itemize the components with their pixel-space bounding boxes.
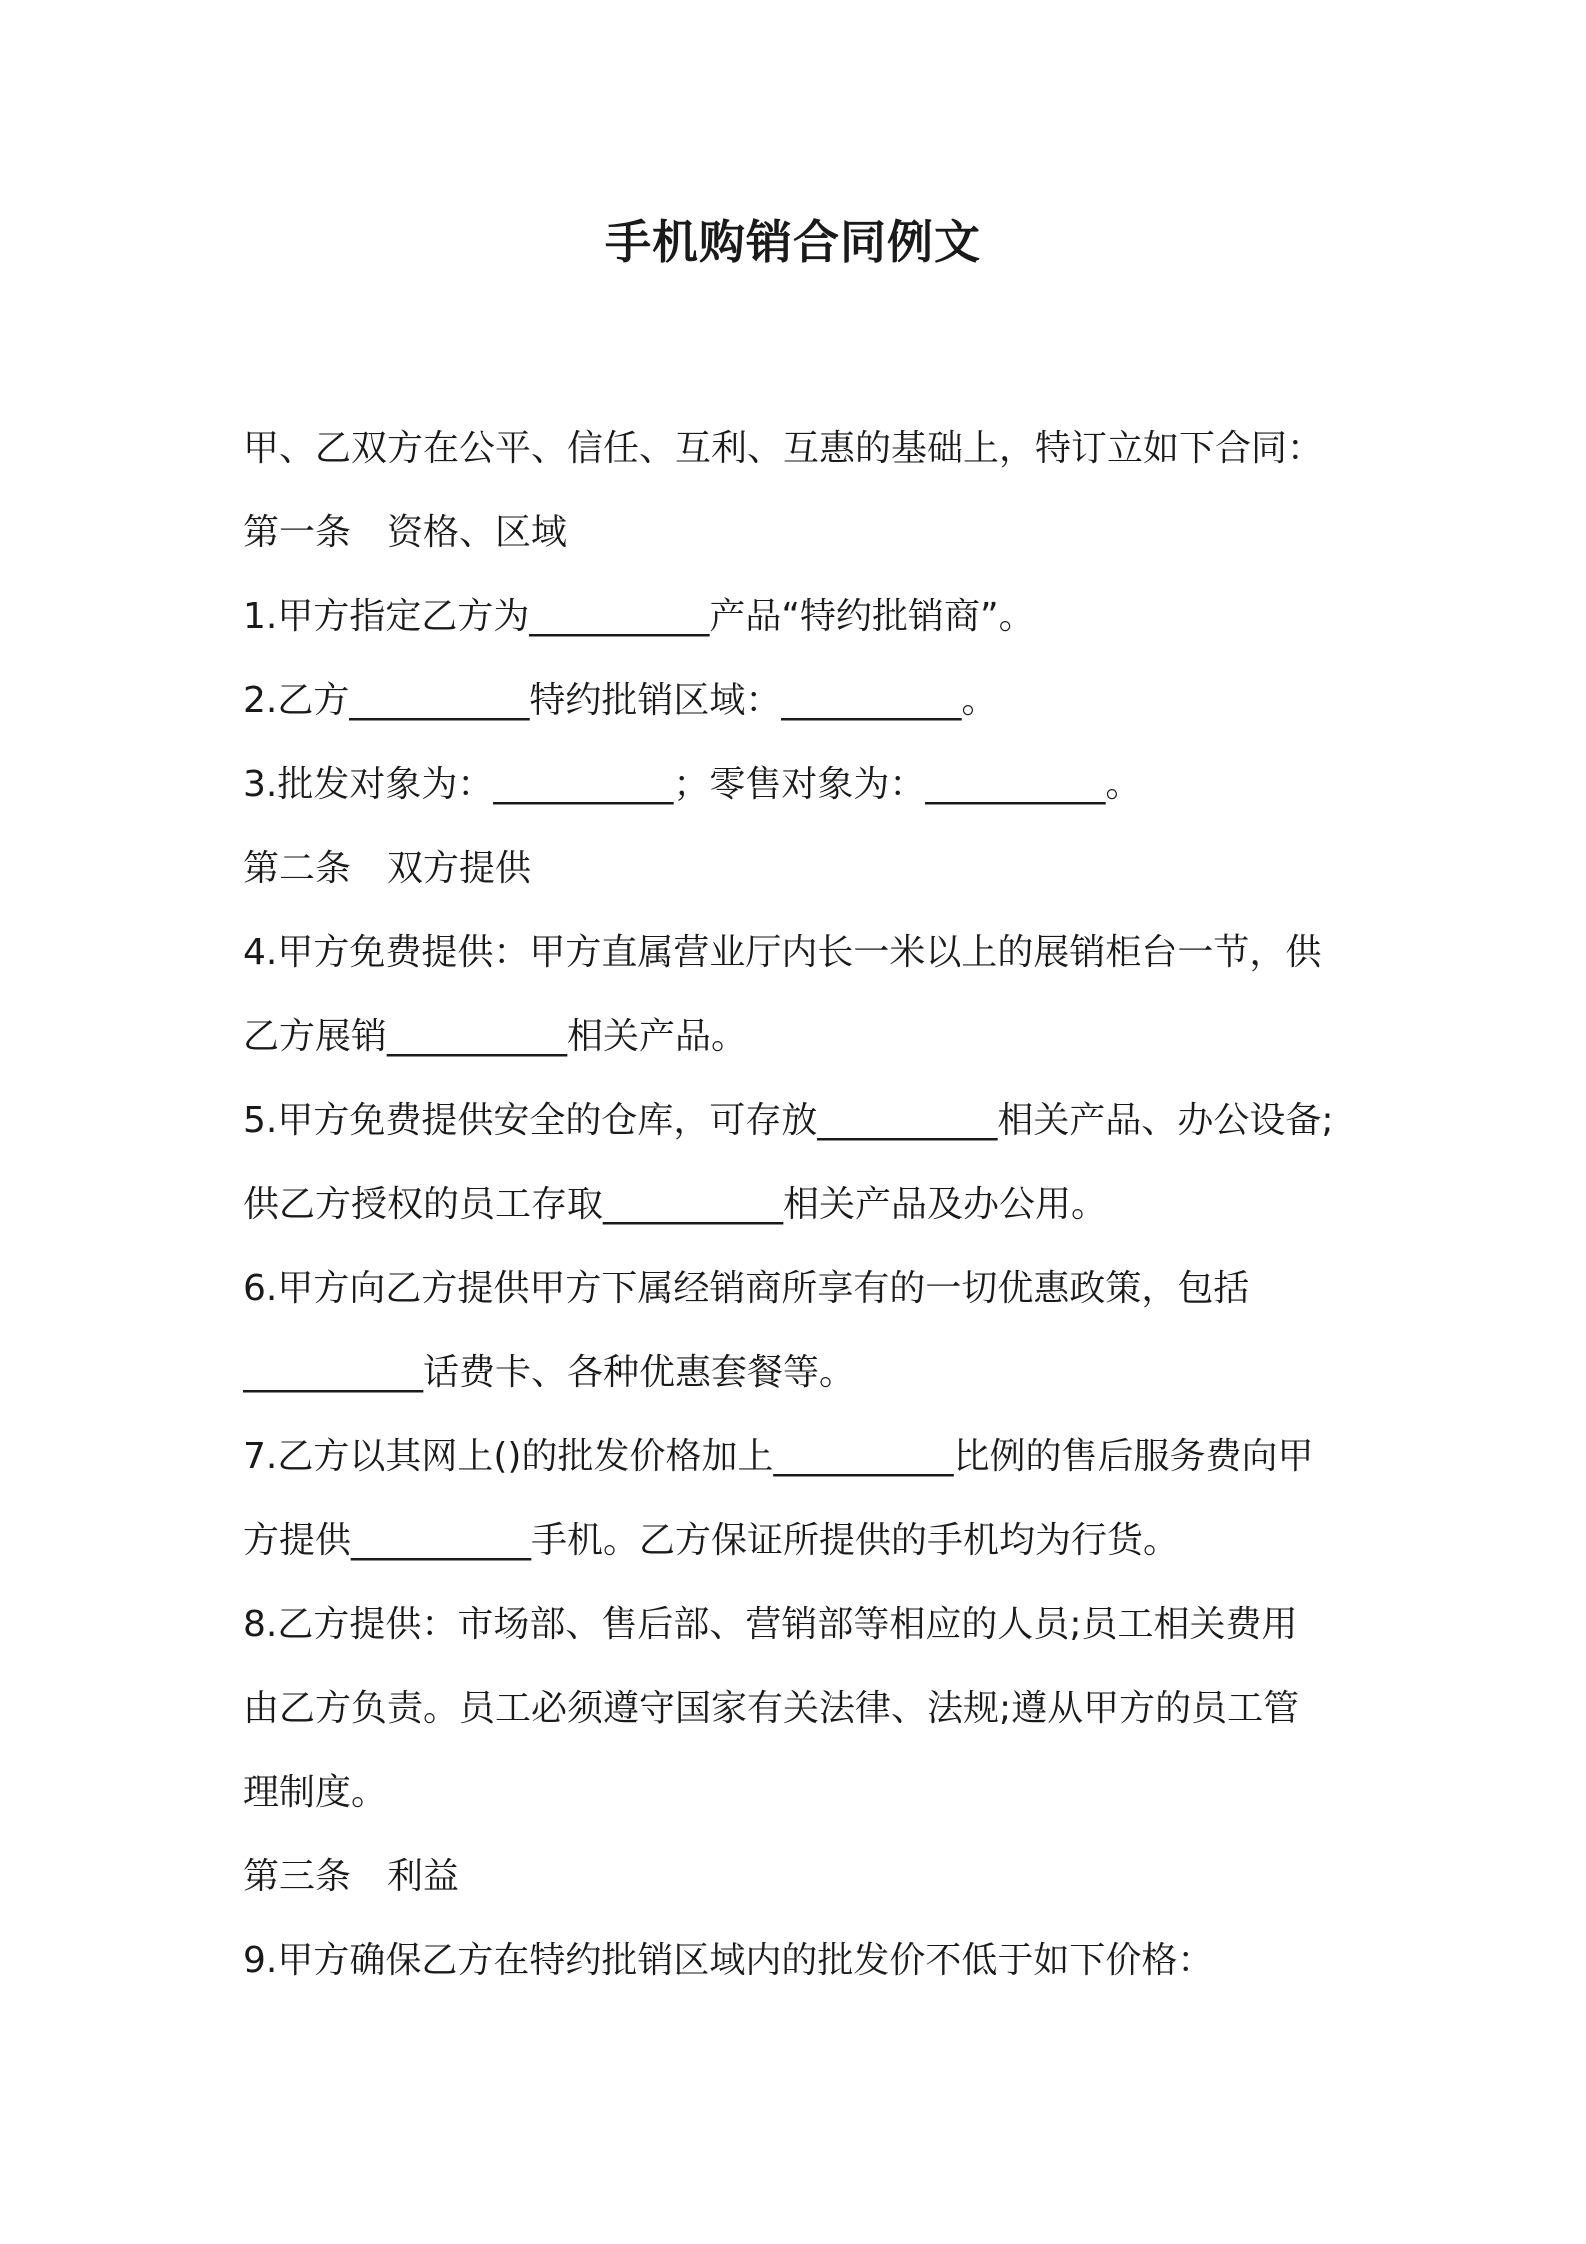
contract-preamble: 甲、乙双方在公平、信任、互利、互惠的基础上，特订立如下合同：: [243, 428, 1324, 469]
article-2-heading: 第二条 双方提供: [243, 848, 532, 889]
clause-5-line-1: 5.甲方免费提供安全的仓库，可存放__________相关产品、办公设备;: [243, 1100, 1334, 1141]
document-title: 手机购销合同例文: [605, 215, 981, 269]
clause-4-line-2: 乙方展销__________相关产品。: [243, 1016, 748, 1057]
document-body: [243, 407, 1363, 2003]
clause-2: 2.乙方__________特约批销区域：__________。: [243, 680, 998, 721]
clause-8-line-3: 理制度。: [243, 1772, 388, 1813]
clause-9: 9.甲方确保乙方在特约批销区域内的批发价不低于如下价格：: [243, 1940, 1214, 1981]
clause-8-line-1: 8.乙方提供：市场部、售后部、营销部等相应的人员;员工相关费用: [243, 1604, 1298, 1645]
clause-3: 3.批发对象为：__________；零售对象为：__________。: [243, 764, 1142, 805]
article-1-heading: 第一条 资格、区域: [243, 512, 568, 553]
clause-6-line-1: 6.甲方向乙方提供甲方下属经销商所享有的一切优惠政策，包括: [243, 1268, 1250, 1309]
clause-7-line-1: 7.乙方以其网上()的批发价格加上__________比例的售后服务费向甲: [243, 1436, 1314, 1477]
clause-4-line-1: 4.甲方免费提供：甲方直属营业厅内长一米以上的展销柜台一节，供: [243, 932, 1322, 973]
article-3-heading: 第三条 利益: [243, 1856, 460, 1897]
clause-5-line-2: 供乙方授权的员工存取__________相关产品及办公用。: [243, 1184, 1108, 1225]
clause-8-line-2: 由乙方负责。员工必须遵守国家有关法律、法规;遵从甲方的员工管: [243, 1688, 1300, 1729]
clause-7-line-2: 方提供__________手机。乙方保证所提供的手机均为行货。: [243, 1520, 1180, 1561]
clause-6-line-2: __________话费卡、各种优惠套餐等。: [243, 1352, 856, 1393]
clause-1: 1.甲方指定乙方为__________产品“特约批销商”。: [243, 596, 1035, 637]
